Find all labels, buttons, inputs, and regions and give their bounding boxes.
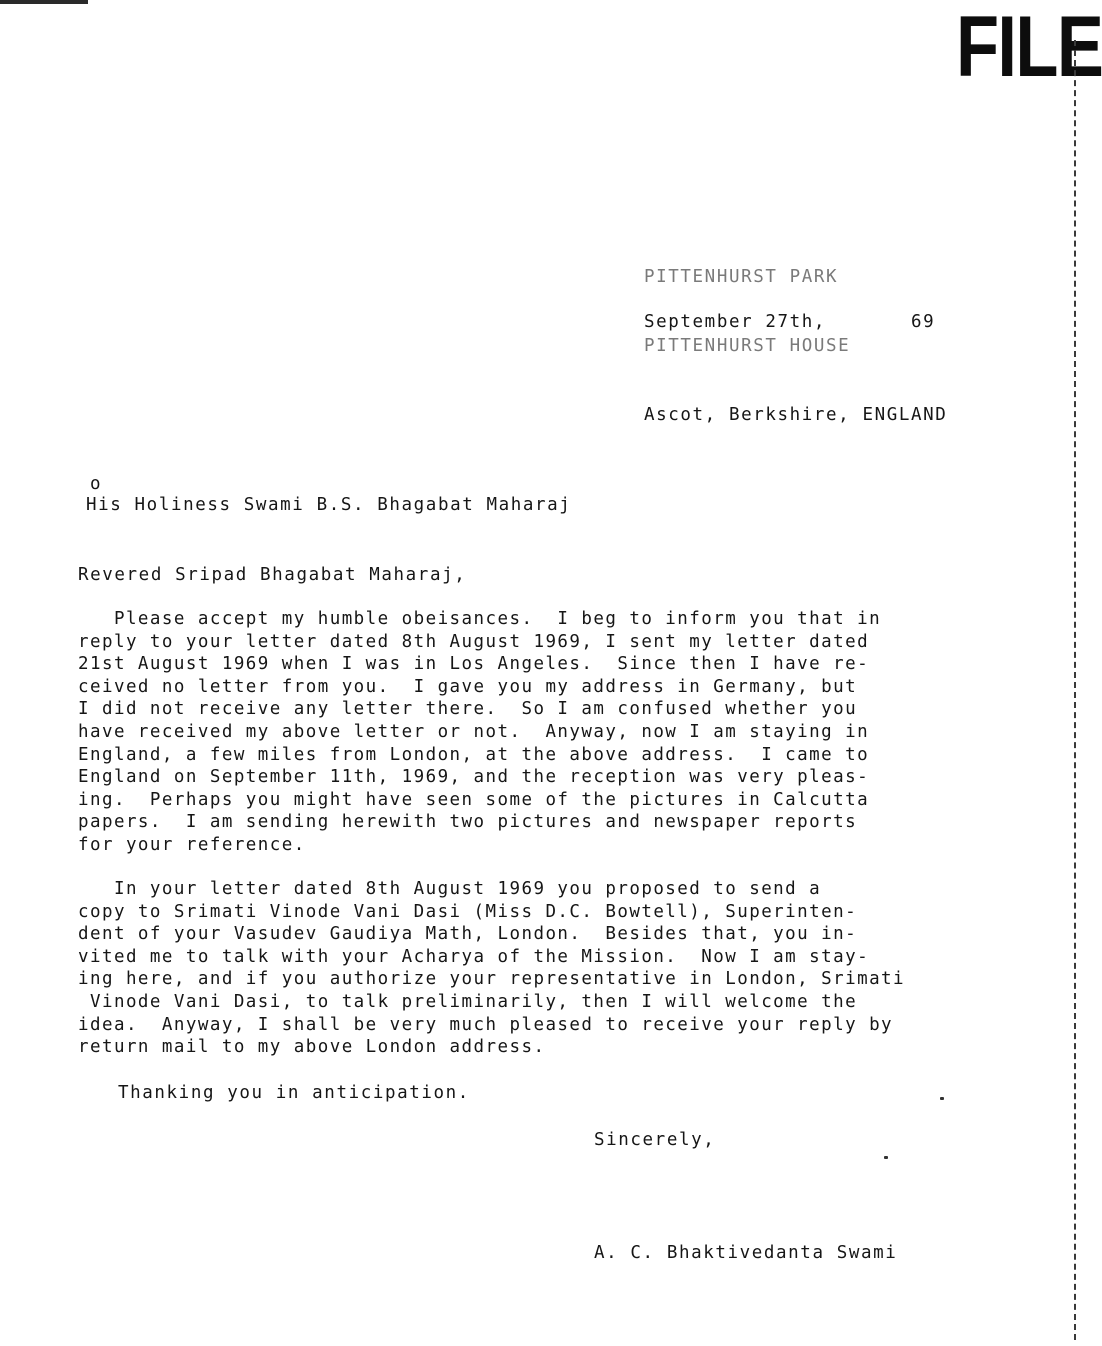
body-line: I did not receive any letter there. So I am confused whether you — [78, 699, 858, 720]
letterhead-address — [644, 220, 947, 473]
letterhead-line-3: Ascot, Berkshire, ENGLAND — [644, 405, 948, 425]
letterhead-line-2: PITTENHURST HOUSE — [644, 336, 851, 356]
recipient-to-marker: o — [90, 474, 103, 494]
letterhead-line-1: PITTENHURST PARK — [644, 267, 839, 287]
body-line: return mail to my above London address. — [78, 1037, 546, 1058]
body-paragraph-1 — [78, 608, 881, 857]
page-edge-line — [1072, 40, 1076, 1340]
body-line: ceived no letter from you. I gave you my address in Germany, but — [78, 676, 858, 697]
letter-date: September 27th, 69 — [644, 312, 936, 332]
signature-name: A. C. Bhaktivedanta Swami — [594, 1243, 898, 1263]
body-line: for your reference. — [78, 834, 306, 855]
file-stamp-text: FILE — [956, 0, 1102, 95]
speck-mark — [940, 1097, 944, 1100]
body-line: reply to your letter dated 8th August 1969, I sent my letter dated — [78, 631, 870, 652]
file-stamp — [952, 0, 1102, 95]
body-line: Please accept my humble obeisances. I beg to inform you that in — [78, 609, 882, 629]
body-line: have received my above letter or not. Anyway, now I am staying in — [78, 721, 870, 742]
body-line: In your letter dated 8th August 1969 you proposed to send a — [78, 879, 822, 899]
body-line: England on September 11th, 1969, and the reception was very pleas- — [78, 767, 870, 788]
body-paragraph-2 — [78, 878, 905, 1059]
body-line: idea. Anyway, I shall be very much pleased to receive your reply by — [78, 1014, 894, 1035]
body-line: England, a few miles from London, at the above address. I came to — [78, 744, 870, 765]
sign-off: Sincerely, — [594, 1130, 716, 1150]
speck-mark — [884, 1156, 888, 1159]
body-line: 21st August 1969 when I was in Los Angeles. Since then I have re- — [78, 654, 870, 675]
body-line: copy to Srimati Vinode Vani Dasi (Miss D.C. Bowtell), Superinten- — [78, 901, 858, 922]
body-line: vited me to talk with your Acharya of the Mission. Now I am stay- — [78, 946, 870, 967]
top-edge-mark — [0, 0, 88, 4]
body-line: dent of your Vasudev Gaudiya Math, London. Besides that, you in- — [78, 924, 858, 945]
body-line: Vinode Vani Dasi, to talk preliminarily, then I will welcome the — [78, 991, 858, 1012]
body-line: ing here, and if you authorize your representative in London, Srimati — [78, 969, 906, 990]
recipient-name: His Holiness Swami B.S. Bhagabat Maharaj — [86, 495, 572, 515]
closing-thanks: Thanking you in anticipation. — [118, 1083, 470, 1103]
body-line: ing. Perhaps you might have seen some of the pictures in Calcutta — [78, 789, 870, 810]
body-line: papers. I am sending herewith two pictures and newspaper reports — [78, 812, 858, 833]
salutation: Revered Sripad Bhagabat Maharaj, — [78, 565, 467, 585]
